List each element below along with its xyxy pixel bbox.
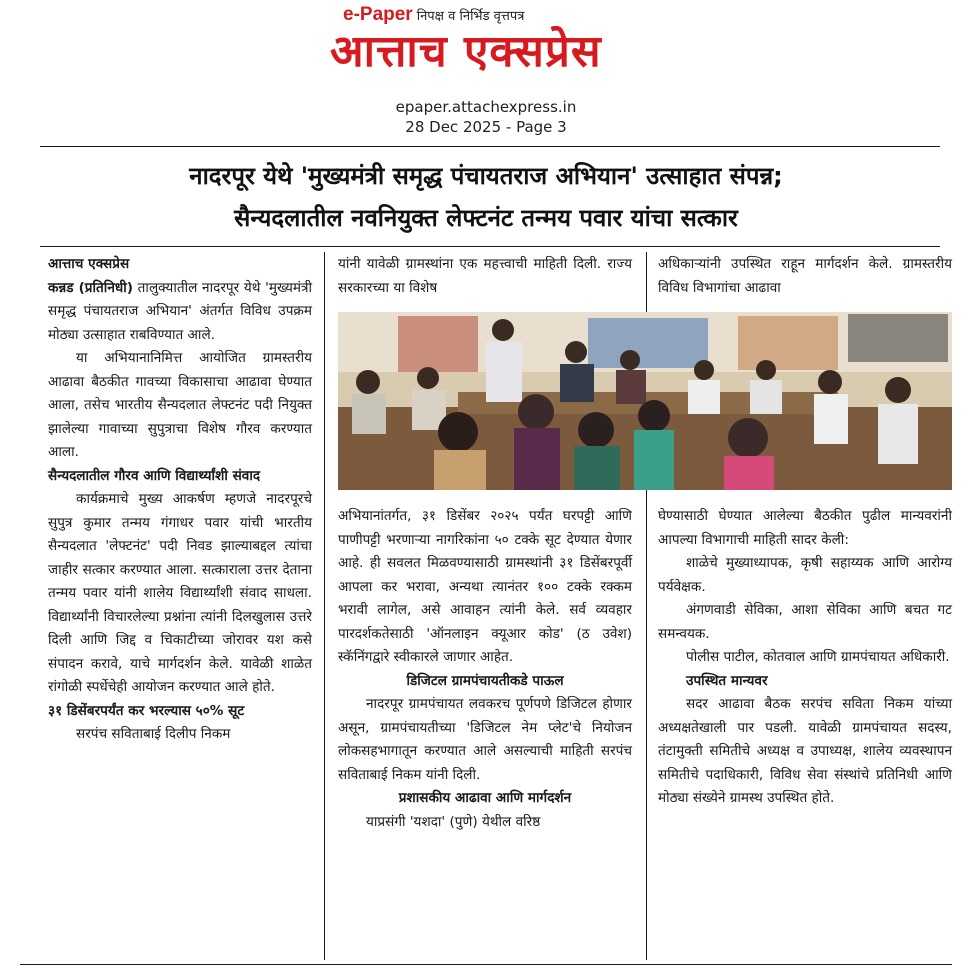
headline-rule xyxy=(40,246,940,247)
paragraph: अभियानांतर्गत, ३१ डिसेंबर २०२५ पर्यंत घरपट्टी आणि पाणीपट्टी भरणाऱ्या नागरिकांना ५० टक्के सूट देण्यात येणार आहे. ही सवलत मिळवण्यासाठी ग्रामस्थांनी ३१ डिसेंबरपूर्वी आपला कर भरावा, अन्यथा त्यानंतर १०० टक्के रक्कम भरावी लागेल, असे आवाहन त्यांनी केले. सर्व व्यवहार पारदर्शकतेसाठी 'ऑनलाइन क्यूआर कोड' (ठ उवेश) स्कॅनिंगद्वारे स्वीकारले जाणार आहेत. xyxy=(338,508,632,665)
subheading: डिजिटल ग्रामपंचायतीकडे पाऊल xyxy=(406,672,564,689)
list-item: पोलीस पाटील, कोतवाल आणि ग्रामपंचायत अधिकारी. xyxy=(686,649,950,665)
masthead xyxy=(0,0,972,140)
article-intro xyxy=(48,277,312,348)
paragraph: सदर आढावा बैठक सरपंच सविता निकम यांच्या अध्यक्षतेखाली पार पडली. यावेळी ग्रामपंचायत सदस्य, तंटामुक्ती समितीचे अध्यक्ष व उपाध्यक्ष, शालेय व्यवस्थापन समितीचे पदाधिकारी, विविध सेवा संस्थांचे प्रतिनिधी आणि मोठ्या संख्येने ग्रामस्थ उपस्थित होते. xyxy=(658,696,952,806)
paragraph: यांनी यावेळी ग्रामस्थांना एक महत्त्वाची माहिती दिली. राज्य सरकारच्या या विशेष xyxy=(338,256,632,296)
paragraph: अधिकाऱ्यांनी उपस्थित राहून मार्गदर्शन केले. ग्रामस्तरीय विविध विभागांचा आढावा xyxy=(658,256,952,296)
epaper-label: e-Paper xyxy=(343,4,413,25)
column-3-bottom xyxy=(658,505,952,811)
newspaper-logo: आत्ताच एक्सप्रेस xyxy=(330,26,602,77)
list-item: अंगणवाडी सेविका, आशा सेविका आणि बचत गट समन्वयक. xyxy=(658,602,952,642)
column-3-top xyxy=(658,253,952,300)
paragraph: घेण्यासाठी घेण्यात आलेल्या बैठकीत पुढील मान्यवरांनी आपल्या विभागाची माहिती सादर केली: xyxy=(658,508,952,548)
source-label: आत्ताच एक्सप्रेस xyxy=(48,256,130,272)
column-divider xyxy=(324,252,325,960)
subheading: ३१ डिसेंबरपर्यंत कर भरल्यास ५०% सूट xyxy=(48,702,245,719)
column-1 xyxy=(48,253,312,747)
paragraph: नादरपूर ग्रामपंचायत लवकरच पूर्णपणे डिजिटल होणार असून, ग्रामपंचायतीच्या 'डिजिटल नेम प्लेट'चे नियोजन लोकसहभागातून करण्यात आले असल्याची माहिती सरपंच सविताबाई निकम यांनी दिली. xyxy=(338,696,632,783)
subheading: प्रशासकीय आढावा आणि मार्गदर्शन xyxy=(398,790,572,806)
top-rule xyxy=(40,146,940,147)
paragraph: सरपंच सविताबाई दिलीप निकम xyxy=(76,726,231,742)
subheading: सैन्यदलातील गौरव आणि विद्यार्थ्यांशी संवाद xyxy=(48,467,261,484)
column-2-bottom xyxy=(338,505,632,834)
paragraph: या अभियानानिमित्त आयोजित ग्रामस्तरीय आढावा बैठकीत गावच्या विकासाचा आढावा घेण्यात आला, तसेच भारतीय सैन्यदलात लेफ्टनंट पदी नियुक्त झालेल्या गावाच्या सुपुत्राचा विशेष गौरव करण्यात आला. xyxy=(48,350,312,460)
meeting-photo-illustration xyxy=(338,312,952,490)
list-item: शाळेचे मुख्याध्यापक, कृषी सहाय्यक आणि आरोग्य पर्यवेक्षक. xyxy=(658,555,952,595)
headline-line-2: सैन्यदलातील नवनियुक्त लेफ्टनंट तन्मय पवार यांचा सत्कार xyxy=(234,204,738,232)
date-page: 28 Dec 2025 - Page 3 xyxy=(405,118,567,136)
subheading: उपस्थित मान्यवर xyxy=(686,672,768,689)
dateline: कन्नड (प्रतिनिधी) xyxy=(48,279,133,296)
headline-line-1: नादरपूर येथे 'मुख्यमंत्री समृद्ध पंचायतराज अभियान' उत्साहात संपन्न; xyxy=(189,162,783,190)
bottom-rule xyxy=(20,964,952,965)
column-2-top xyxy=(338,253,632,300)
tagline: निपक्ष व निर्भिड वृत्तपत्र xyxy=(416,9,525,24)
paragraph: तालुक्यातील नादरपूर येथे 'मुख्यमंत्री समृद्ध पंचायतराज अभियान' अंतर्गत विविध उपक्रम मोठ्या उत्साहात राबविण्यात आले. xyxy=(48,279,313,343)
paragraph: कार्यक्रमाचे मुख्य आकर्षण म्हणजे नादरपूरचे सुपुत्र कुमार तन्मय गंगाधर पवार यांची भारतीय सैन्यदलात 'लेफ्टनंट' पदी निवड झाल्याबद्दल त्यांचा जाहीर सत्कार करण्यात आला. सत्काराला उत्तर देताना तन्मय पवार यांनी शालेय विद्यार्थ्यांशी संवाद साधला. विद्यार्थ्यांनी विचारलेल्या प्रश्नांना त्यांनी दिलखुलास उत्तरे दिली आणि जिद्द व चिकाटीच्या जोरावर यश कसे संपादन करावे, याचे मार्गदर्शन केले. यावेळी शाळेत रांगोळी स्पर्धेचेही आयोजन करण्यात आले होते. xyxy=(48,491,312,695)
meeting-photo xyxy=(338,312,952,490)
site-url[interactable]: epaper.attachexpress.in xyxy=(395,98,577,116)
paragraph: याप्रसंगी 'यशदा' (पुणे) येथील वरिष्ठ xyxy=(366,813,541,830)
epaper-row xyxy=(343,4,524,26)
